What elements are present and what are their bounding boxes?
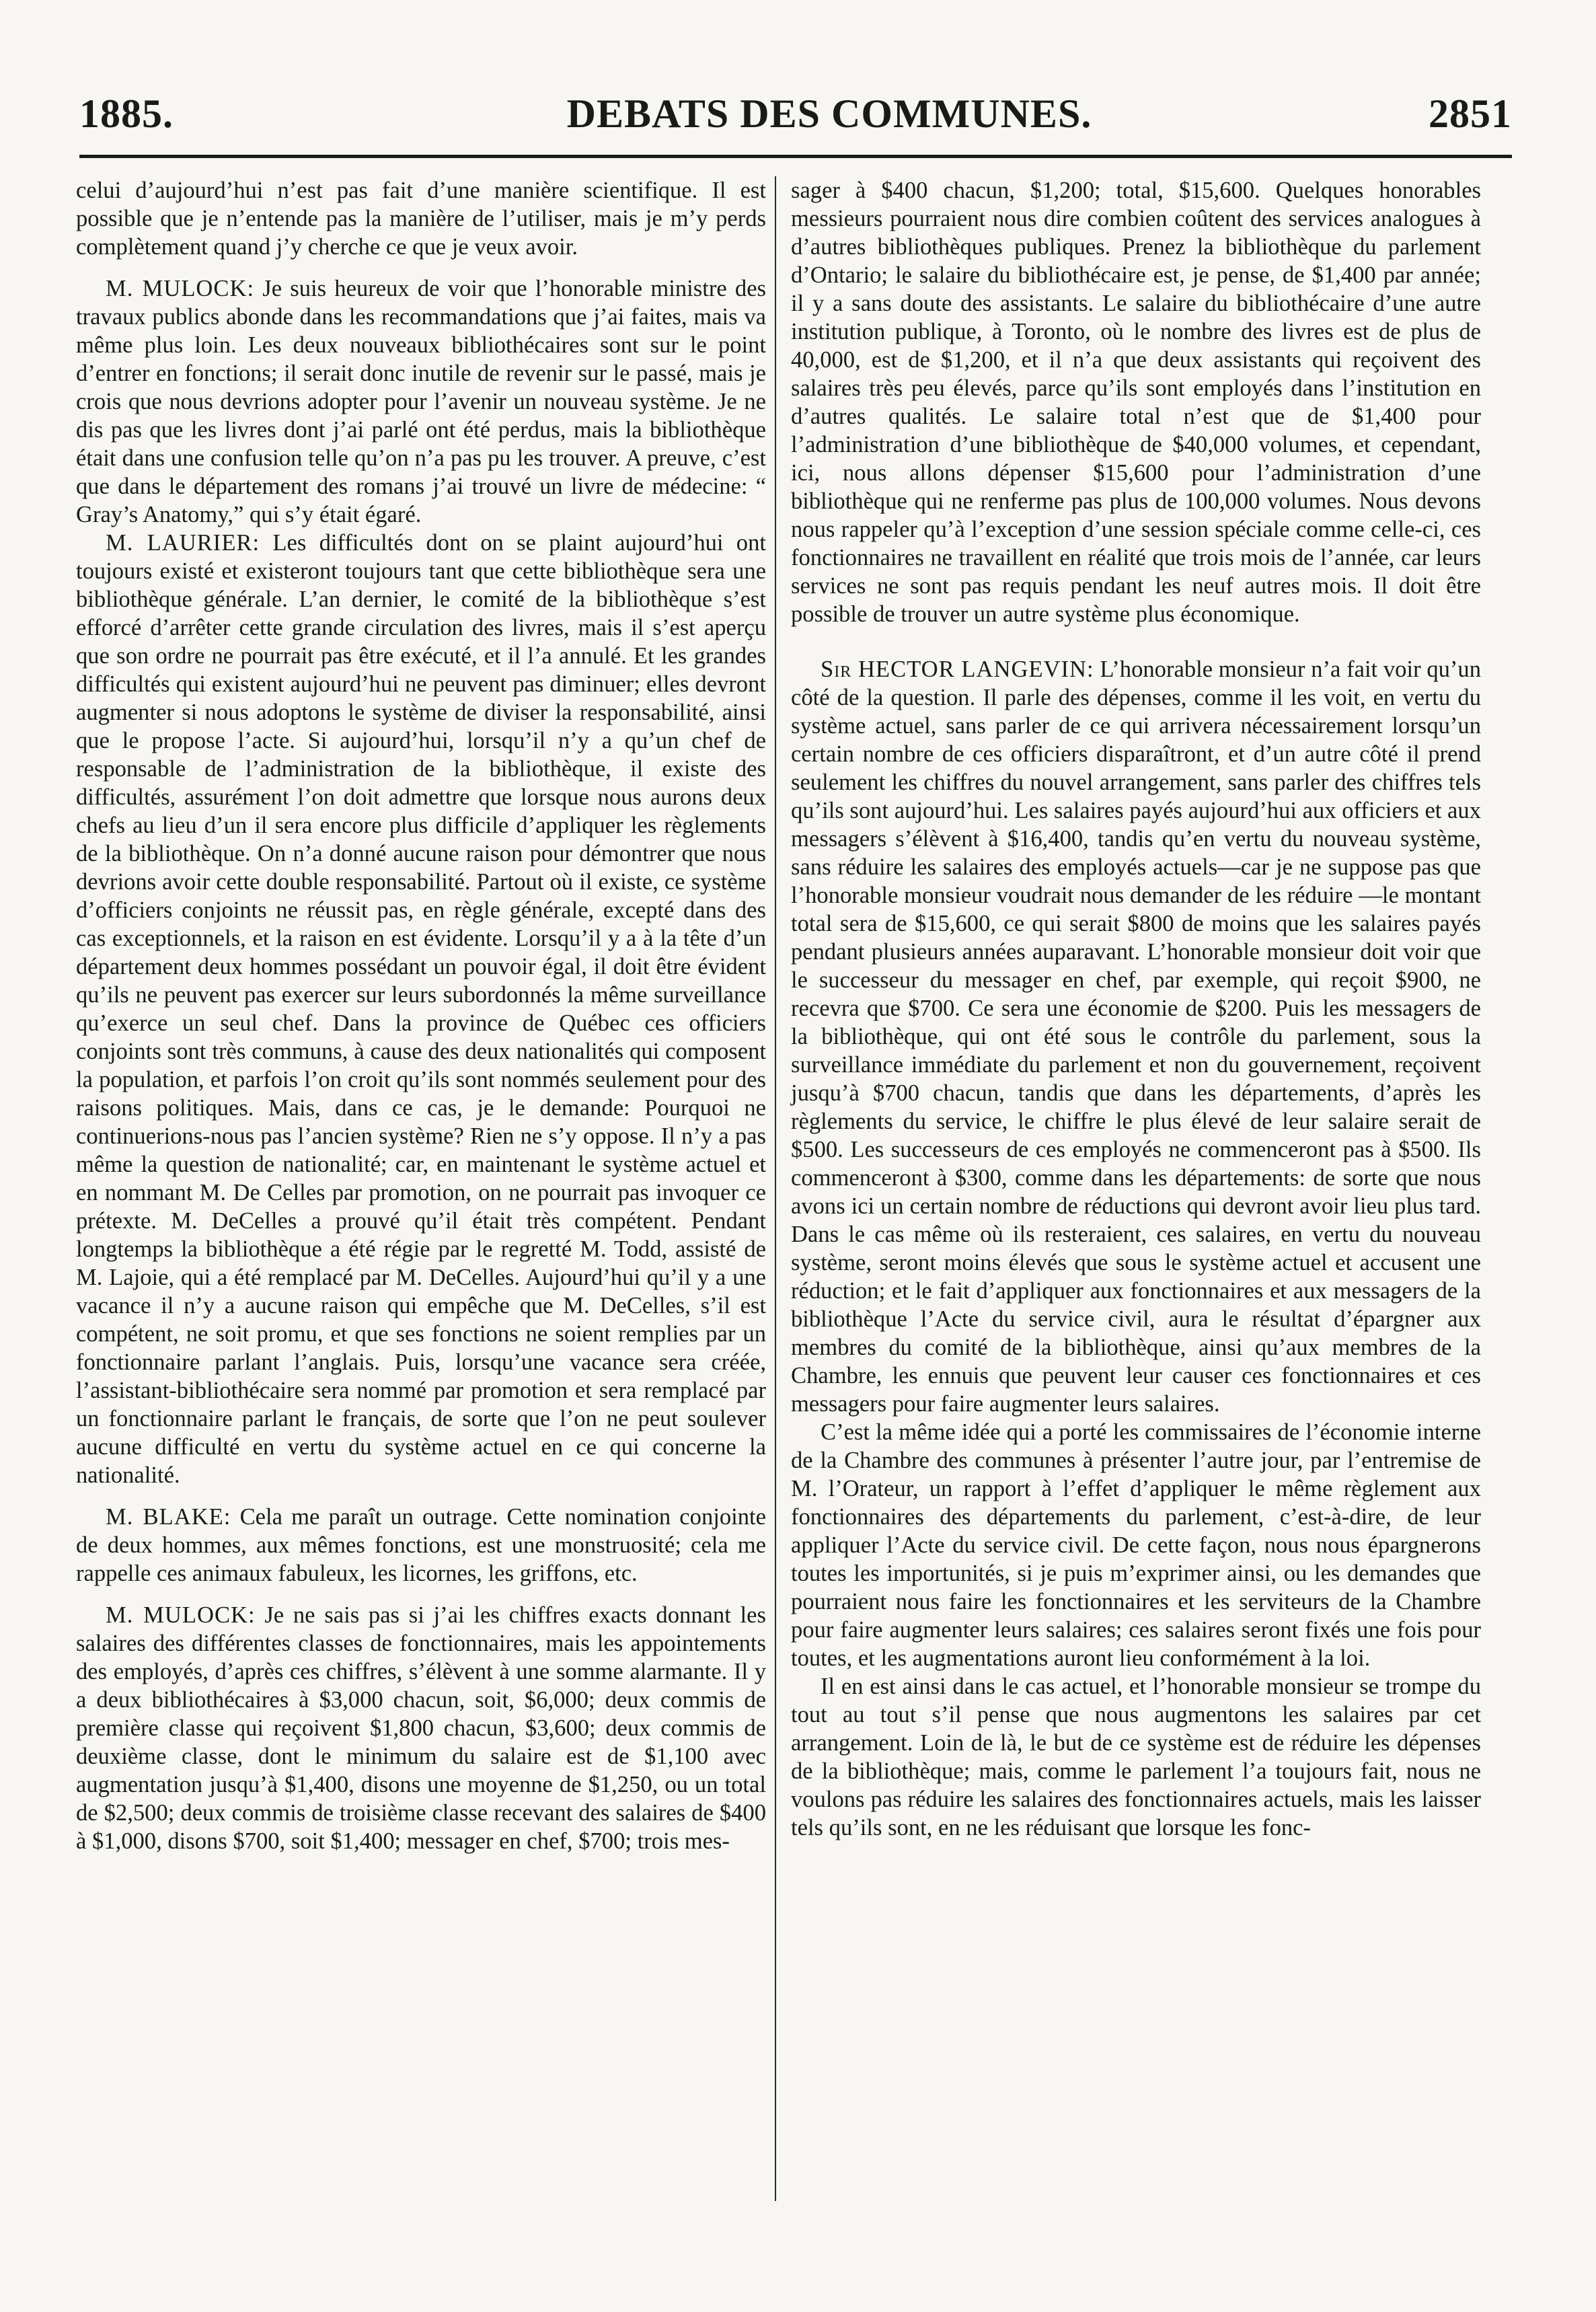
paragraph-text: Les difficultés dont on se plaint aujourd’hui ont toujours existé et existeront toujours tant que cette bibliothèque sera une bibliothèque générale. L’an dernier, le comité de la bibliothèque s’est efforcé d’arrêter cette grande circulation des livres, mais il s’est aperçu que son ordre ne pourrait pas être exécuté, et il l’a annulé. Et les grandes difficultés qui existent aujourd’hui ne peuvent pas diminuer; elles devront augmenter si nous adoptons le système de diviser la responsabilité, ainsi que le propose l’acte. Si aujourd’hui, lorsqu’il n’y a qu’un chef de responsable de l’administration de la bibliothèque, il existe des difficultés, assurément l’on doit admettre que lorsque nous aurons deux chefs au lieu d’un il sera encore plus difficile d’appliquer les règlements de la bibliothèque. On n’a donné aucune raison pour démontrer que nous devrions avoir cette double responsabilité. Partout où il existe, ce système d’officiers conjoints ne réussit pas, en règle générale, excepté dans des cas exceptionnels, et la raison en est évidente. Lorsqu’il y a à la tête d’un département deux hommes possédant un pouvoir égal, il doit être évident qu’ils ne peuvent pas exercer sur leurs subordonnés la même surveillance qu’exerce un seul chef. Dans la province de Québec ces officiers conjoints sont très communs, à cause des deux nationalités qui composent la population, et parfois l’on croit qu’ils sont nommés seulement pour des raisons politiques. Mais, dans ce cas, je le demande: Pourquoi ne continuerions-nous pas l’ancien système? Rien ne s’y oppose. Il n’y a pas même la question de nationalité; car, en maintenant le système actuel et en nommant M. De Celles par promotion, on ne pourrait pas invoquer ce prétexte. M. DeCelles a prouvé qu’il était très compétent. Pendant longtemps la bibliothèque a été régie par le regretté M. Todd, assisté de M. Lajoie, qui a été remplacé par M. DeCelles. Aujourd’hui qu’il y a une vacance il n’y a aucune raison qui empêche que M. DeCelles, s’il est compétent, ne soit promu, et que ses fonctions ne soient remplies par un fonctionnaire parlant l’anglais. Puis, lorsqu’une vacance sera créée, l’assistant-bibliothécaire sera nommé par promotion et sera remplacé par un fonctionnaire parlant le français, de sorte que l’on ne peut soulever aucune difficulté en vertu du système actuel en ce qui concerne la nationalité. bbox=[76, 530, 766, 1488]
paragraph-text: Il en est ainsi dans le cas actuel, et l’honorable monsieur se trompe du tout au tout s’il pense que nous augmentons les salaires par cet arrangement. Loin de là, le but de ce système est de réduire les dépenses de la bibliothèque; mais, comme le parlement l’a toujours fait, nous ne voulons pas réduire les salaires des fonctionnaires actuels, mais les laisser tels qu’ils sont, en ne les réduisant que lorsque les fonc- bbox=[791, 1674, 1481, 1840]
paragraph bbox=[76, 529, 766, 1489]
paragraph-text: Je ne sais pas si j’ai les chiffres exacts donnant les salaires des différentes classes de fonctionnaires, mais les appointements des employés, d’après ces chiffres, s’élèvent à une somme alarmante. Il y a deux bibliothécaires à $3,000 chacun, soit, $6,000; deux commis de première classe qui reçoivent $1,800 chacun, $3,600; deux commis de deuxième classe, dont le minimum du salaire est de $1,100 avec augmentation jusqu’à $1,400, disons une moyenne de $1,250, ou un total de $2,500; deux commis de troisième classe recevant des salaires de $400 à $1,000, disons $700, soit $1,400; messager en chef, $700; trois mes- bbox=[76, 1602, 766, 1854]
column-divider bbox=[775, 176, 776, 2201]
speaker-name: Sir HECTOR LANGEVIN: bbox=[821, 657, 1094, 682]
header-page-number: 2851 bbox=[1429, 91, 1512, 136]
paragraph bbox=[791, 655, 1481, 1418]
paragraph-text: Je suis heureux de voir que l’honorable ministre des travaux publics abonde dans les recommandations que j’ai faites, mais va même plus loin. Les deux nouveaux bibliothécaires sont sur le point d’entrer en fonctions; il serait donc inutile de revenir sur le passé, mais je crois que nous devrions adopter pour l’avenir un nouveau système. Je ne dis pas que les livres dont j’ai parlé ont été perdus, mais la bibliothèque était dans une confusion telle qu’on n’a pas pu les trouver. A preuve, c’est que dans le département des romans j’ai trouvé un livre de médecine: “ Gray’s Anatomy,” qui s’y était égaré. bbox=[76, 276, 766, 527]
header-rule bbox=[79, 155, 1512, 158]
paragraph bbox=[791, 176, 1481, 628]
right-column bbox=[791, 176, 1481, 1842]
paragraph-text: L’honorable monsieur n’a fait voir qu’un côté de la question. Il parle des dépenses, comme il les voit, en vertu du système actuel, sans parler de ce qui arrivera nécessairement lorsqu’un certain nombre de ces officiers disparaîtront, et d’un autre côté il prend seulement les chiffres du nouvel arrangement, sans parler des chiffres tels qu’ils sont aujourd’hui. Les salaires payés aujourd’hui aux officiers et aux messagers s’élèvent à $16,400, tandis qu’en vertu du nouveau système, sans réduire les salaires des employés actuels—car je ne suppose pas que l’honorable monsieur voudrait nous demander de les réduire —le montant total sera de $15,600, ce qui serait $800 de moins que les salaires payés pendant plusieurs années auparavant. L’honorable monsieur doit voir que le successeur du messager en chef, par exemple, qui reçoit $900, ne recevra que $700. Ce sera une économie de $200. Puis les messagers de la bibliothèque, qui ont été sous le contrôle du parlement, sous la surveillance immédiate du parlement et non du gouvernement, reçoivent jusqu’à $700 chacun, tandis que dans les départements, d’après les règlements du service, le chiffre le plus élevé de leur salaire serait de $500. Les successeurs de ces employés ne commenceront pas à $500. Ils commenceront à $300, comme dans les départements: de sorte que nous avons ici un certain nombre de réductions qui devront avoir lieu plus tard. Dans le cas même où ils resteraient, ces salaires, en vertu du nouveau système, seront moins élevés que sous le système actuel et accusent une réduction; et le fait d’appliquer aux fonctionnaires et aux messagers de la bibliothèque l’Acte du service civil, aura le résultat d’épargner aux membres du comité de la bibliothèque, ainsi qu’aux membres de la Chambre, les ennuis que peuvent leur causer ces fonctionnaires et ces messagers pour faire augmenter leurs salaires. bbox=[791, 657, 1481, 1417]
paragraph-text: celui d’aujourd’hui n’est pas fait d’une manière scientifique. Il est possible que je n’entende pas la manière de l’utiliser, mais je m’y perds complètement quand j’y cherche ce que je veux avoir. bbox=[76, 178, 766, 260]
left-column bbox=[76, 176, 766, 1855]
header-title: DEBATS DES COMMUNES. bbox=[566, 91, 1092, 136]
page-header bbox=[79, 83, 1512, 144]
paragraph bbox=[791, 1418, 1481, 1672]
paragraph bbox=[791, 1672, 1481, 1842]
speaker-name: M. MULOCK: bbox=[106, 276, 255, 301]
paragraph-text: sager à $400 chacun, $1,200; total, $15,600. Quelques honorables messieurs pourraient nous dire combien coûtent des services analogues à d’autres bibliothèques publiques. Prenez la bibliothèque du parlement d’Ontario; le salaire du bibliothécaire est, je pense, de $1,400 par année; il y a sans doute des assistants. Le salaire du bibliothécaire d’une autre institution publique, à Toronto, où le nombre des livres est de plus de 40,000, est de $1,200, et il n’a que deux assistants qui reçoivent des salaires très peu élevés, parce qu’ils sont employés dans l’institution en d’autres qualités. Le salaire total n’est que de $1,400 pour l’administration d’une bibliothèque de $40,000 volumes, et cependant, ici, nous allons dépenser $15,600 pour l’administration d’une bibliothèque qui ne renferme pas plus de 100,000 volumes. Nous devons nous rappeler qu’à l’exception d’une session spéciale comme celle-ci, ces fonctionnaires ne travaillent en réalité que trois mois de l’année, car leurs services ne sont pas requis pendant les neuf autres mois. Il doit être possible de trouver un autre système plus économique. bbox=[791, 178, 1481, 627]
paragraph bbox=[76, 176, 766, 261]
paragraph bbox=[76, 1601, 766, 1855]
paragraph bbox=[76, 274, 766, 529]
speaker-name: M. MULOCK: bbox=[106, 1602, 256, 1628]
speaker-name: M. BLAKE: bbox=[106, 1504, 231, 1530]
paragraph-text: C’est la même idée qui a porté les commissaires de l’économie interne de la Chambre des communes à présenter l’autre jour, par l’entremise de M. l’Orateur, un rapport à l’effet d’appliquer le même règlement aux fonctionnaires des départements du parlement, c’est-à-dire, de leur appliquer l’Acte du service civil. De cette façon, nous nous épargnerons toutes les importunités, si je puis m’exprimer ainsi, ou les demandes que pourraient nous faire les fonctionnaires et les serviteurs de la Chambre pour faire augmenter leurs salaires; ces salaires seront fixés une fois pour toutes, et les augmentations auront lieu conformément à la loi. bbox=[791, 1419, 1481, 1671]
paragraph-text: Cela me paraît un outrage. Cette nomination conjointe de deux hommes, aux mêmes fonctions, est une monstruosité; cela me rappelle ces animaux fabuleux, les licornes, les griffons, etc. bbox=[76, 1504, 766, 1586]
speaker-name: M. LAURIER: bbox=[106, 530, 260, 556]
header-year: 1885. bbox=[79, 91, 174, 136]
paragraph bbox=[76, 1503, 766, 1588]
